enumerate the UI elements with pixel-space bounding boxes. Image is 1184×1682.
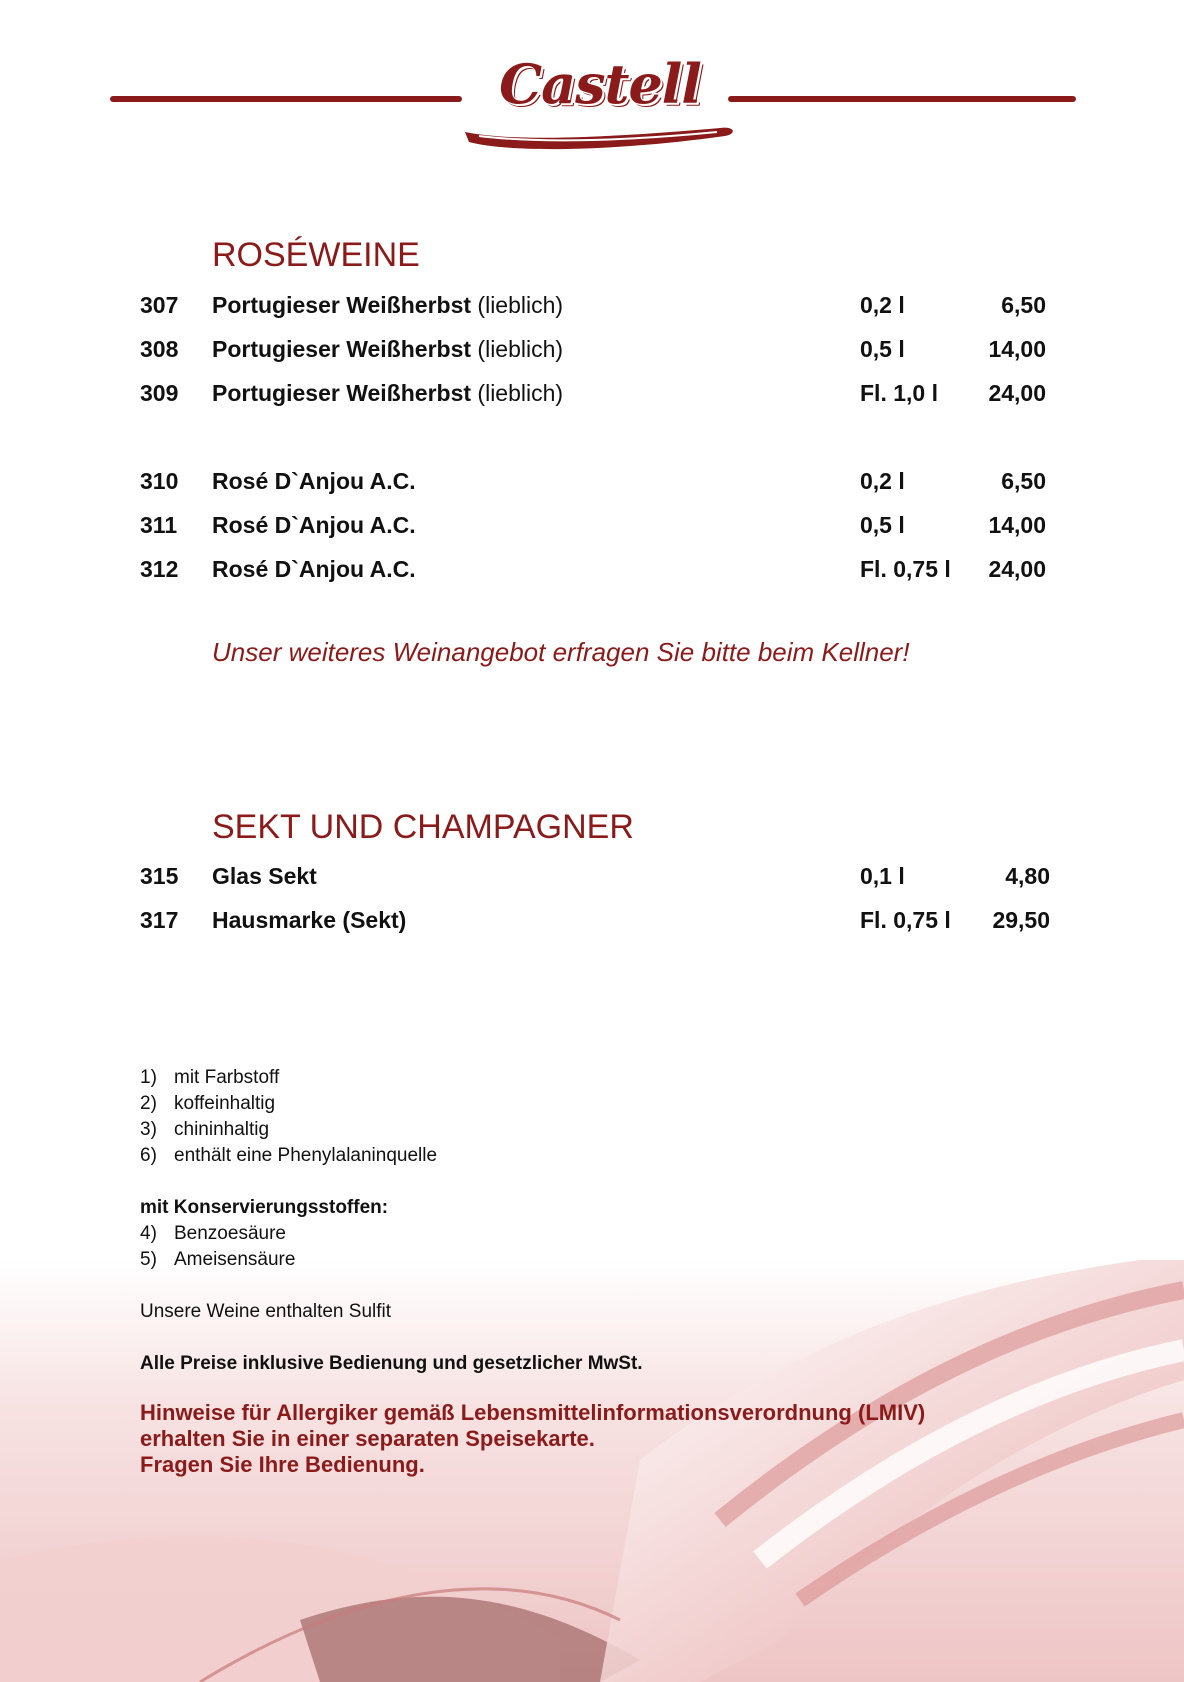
item-price: 29,50 <box>992 907 1050 933</box>
item-number: 307 <box>140 292 179 318</box>
item-name: Glas Sekt <box>212 863 317 889</box>
item-name: Portugieser Weißherbst (lieblich) <box>212 336 564 362</box>
logo-wordmark: Castell <box>499 52 701 116</box>
item-number: 309 <box>140 380 179 406</box>
wine-offer-hint: Unser weiteres Weinangebot erfragen Sie bitte beim Kellner! <box>212 637 910 667</box>
item-volume: 0,2 l <box>860 468 905 494</box>
menu-item-row <box>0 512 1184 542</box>
item-number: 311 <box>140 512 178 538</box>
item-number: 315 <box>140 863 179 889</box>
item-volume: 0,1 l <box>860 863 905 889</box>
section-title-roseweine: ROSÉWEINE <box>212 236 420 274</box>
item-number: 317 <box>140 907 179 933</box>
footnote-item: 3) chininhaltig <box>140 1119 270 1140</box>
menu-item-row <box>0 907 1184 937</box>
section-title-sekt-champagner: SEKT UND CHAMPAGNER <box>212 808 634 846</box>
item-volume: 0,2 l <box>860 292 905 318</box>
item-name: Portugieser Weißherbst (lieblich) <box>212 380 564 406</box>
item-volume: Fl. 0,75 l <box>860 556 951 582</box>
footnote-item: 5) Ameisensäure <box>140 1249 296 1270</box>
item-volume: 0,5 l <box>860 336 905 362</box>
menu-item-row <box>0 468 1184 498</box>
item-number: 312 <box>140 556 179 582</box>
header-rule-left <box>110 96 462 102</box>
item-price: 24,00 <box>988 380 1046 406</box>
footnote-item: 1) mit Farbstoff <box>140 1067 280 1088</box>
item-name: Rosé D`Anjou A.C. <box>212 556 416 582</box>
item-volume: Fl. 0,75 l <box>860 907 951 933</box>
menu-item-row <box>0 863 1184 893</box>
menu-item-row <box>0 336 1184 366</box>
menu-item-row <box>0 380 1184 410</box>
price-note: Alle Preise inklusive Bedienung und gesetzlicher MwSt. <box>140 1353 643 1374</box>
item-price: 14,00 <box>988 336 1046 362</box>
footnote-item: 6) enthält eine Phenylalaninquelle <box>140 1145 438 1166</box>
item-price: 6,50 <box>1001 468 1046 494</box>
allergy-note: Hinweise für Allergiker gemäß Lebensmittelinformationsverordnung (LMIV) erhalten Sie in einer separaten Speisekarte. Fragen Sie Ihre Bedienung. <box>140 1400 926 1477</box>
item-volume: Fl. 1,0 l <box>860 380 938 406</box>
item-price: 4,80 <box>1005 863 1050 889</box>
preservatives-heading: mit Konservierungsstoffen: <box>140 1197 389 1218</box>
sulfite-note: Unsere Weine enthalten Sulfit <box>140 1301 392 1322</box>
castell-logo <box>455 50 745 150</box>
item-number: 310 <box>140 468 179 494</box>
item-name: Rosé D`Anjou A.C. <box>212 512 416 538</box>
item-name: Hausmarke (Sekt) <box>212 907 407 933</box>
footnote-item: 2) koffeinhaltig <box>140 1093 276 1114</box>
item-number: 308 <box>140 336 179 362</box>
item-name: Rosé D`Anjou A.C. <box>212 468 416 494</box>
menu-item-row <box>0 556 1184 586</box>
menu-item-row <box>0 292 1184 322</box>
footnote-item: 4) Benzoesäure <box>140 1223 286 1244</box>
item-name: Portugieser Weißherbst (lieblich) <box>212 292 564 318</box>
item-volume: 0,5 l <box>860 512 905 538</box>
header-rule-right <box>728 96 1076 102</box>
item-price: 14,00 <box>988 512 1046 538</box>
item-price: 6,50 <box>1001 292 1046 318</box>
item-price: 24,00 <box>988 556 1046 582</box>
